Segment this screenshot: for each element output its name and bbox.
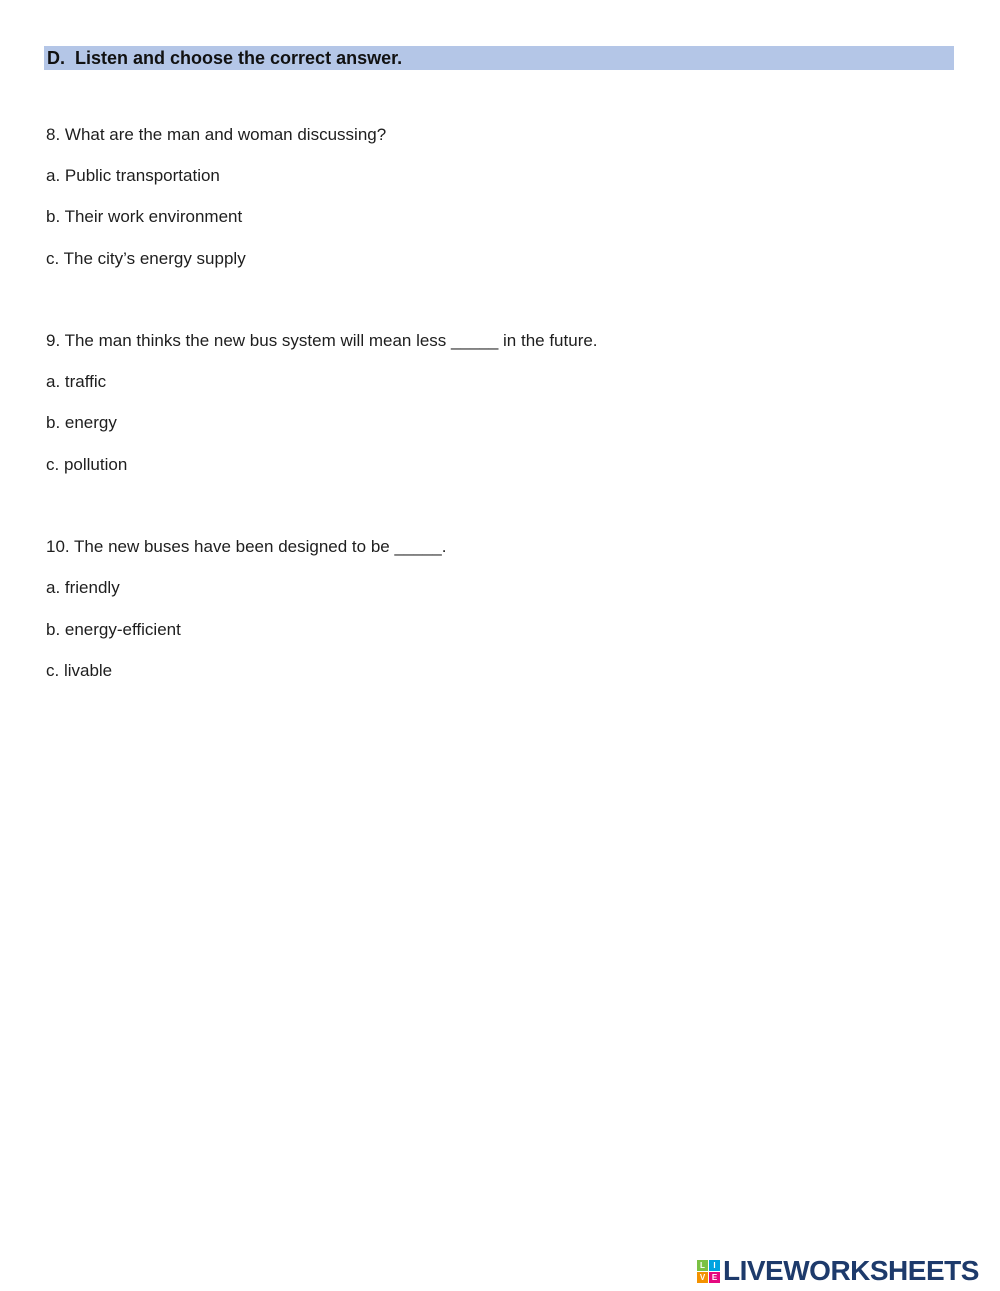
answer-option[interactable]: b. energy — [46, 413, 117, 432]
answer-option[interactable]: c. The city’s energy supply — [46, 249, 246, 268]
answer-option[interactable]: b. Their work environment — [46, 207, 243, 226]
liveworksheets-logo — [697, 1256, 979, 1286]
logo-text: LIVEWORKSHEETS — [723, 1255, 979, 1286]
logo-mark-letter: E — [709, 1272, 720, 1283]
section-title: D. Listen and choose the correct answer. — [44, 46, 954, 70]
logo-mark-letter: I — [709, 1260, 720, 1271]
logo-mark-letter: L — [697, 1260, 708, 1271]
question-prompt: 10. The new buses have been designed to be _____. — [46, 537, 447, 556]
liveworksheets-logo-icon — [697, 1260, 720, 1283]
answer-option[interactable]: a. traffic — [46, 372, 107, 391]
answer-option[interactable]: a. Public transportation — [46, 166, 220, 185]
answer-option[interactable]: c. pollution — [46, 455, 128, 474]
question-prompt: 9. The man thinks the new bus system will mean less _____ in the future. — [46, 331, 598, 350]
answer-option[interactable]: b. energy-efficient — [46, 620, 181, 639]
logo-mark-letter: V — [697, 1272, 708, 1283]
question-prompt: 8. What are the man and woman discussing? — [46, 125, 387, 144]
answer-option[interactable]: c. livable — [46, 661, 113, 680]
answer-option[interactable]: a. friendly — [46, 578, 120, 597]
